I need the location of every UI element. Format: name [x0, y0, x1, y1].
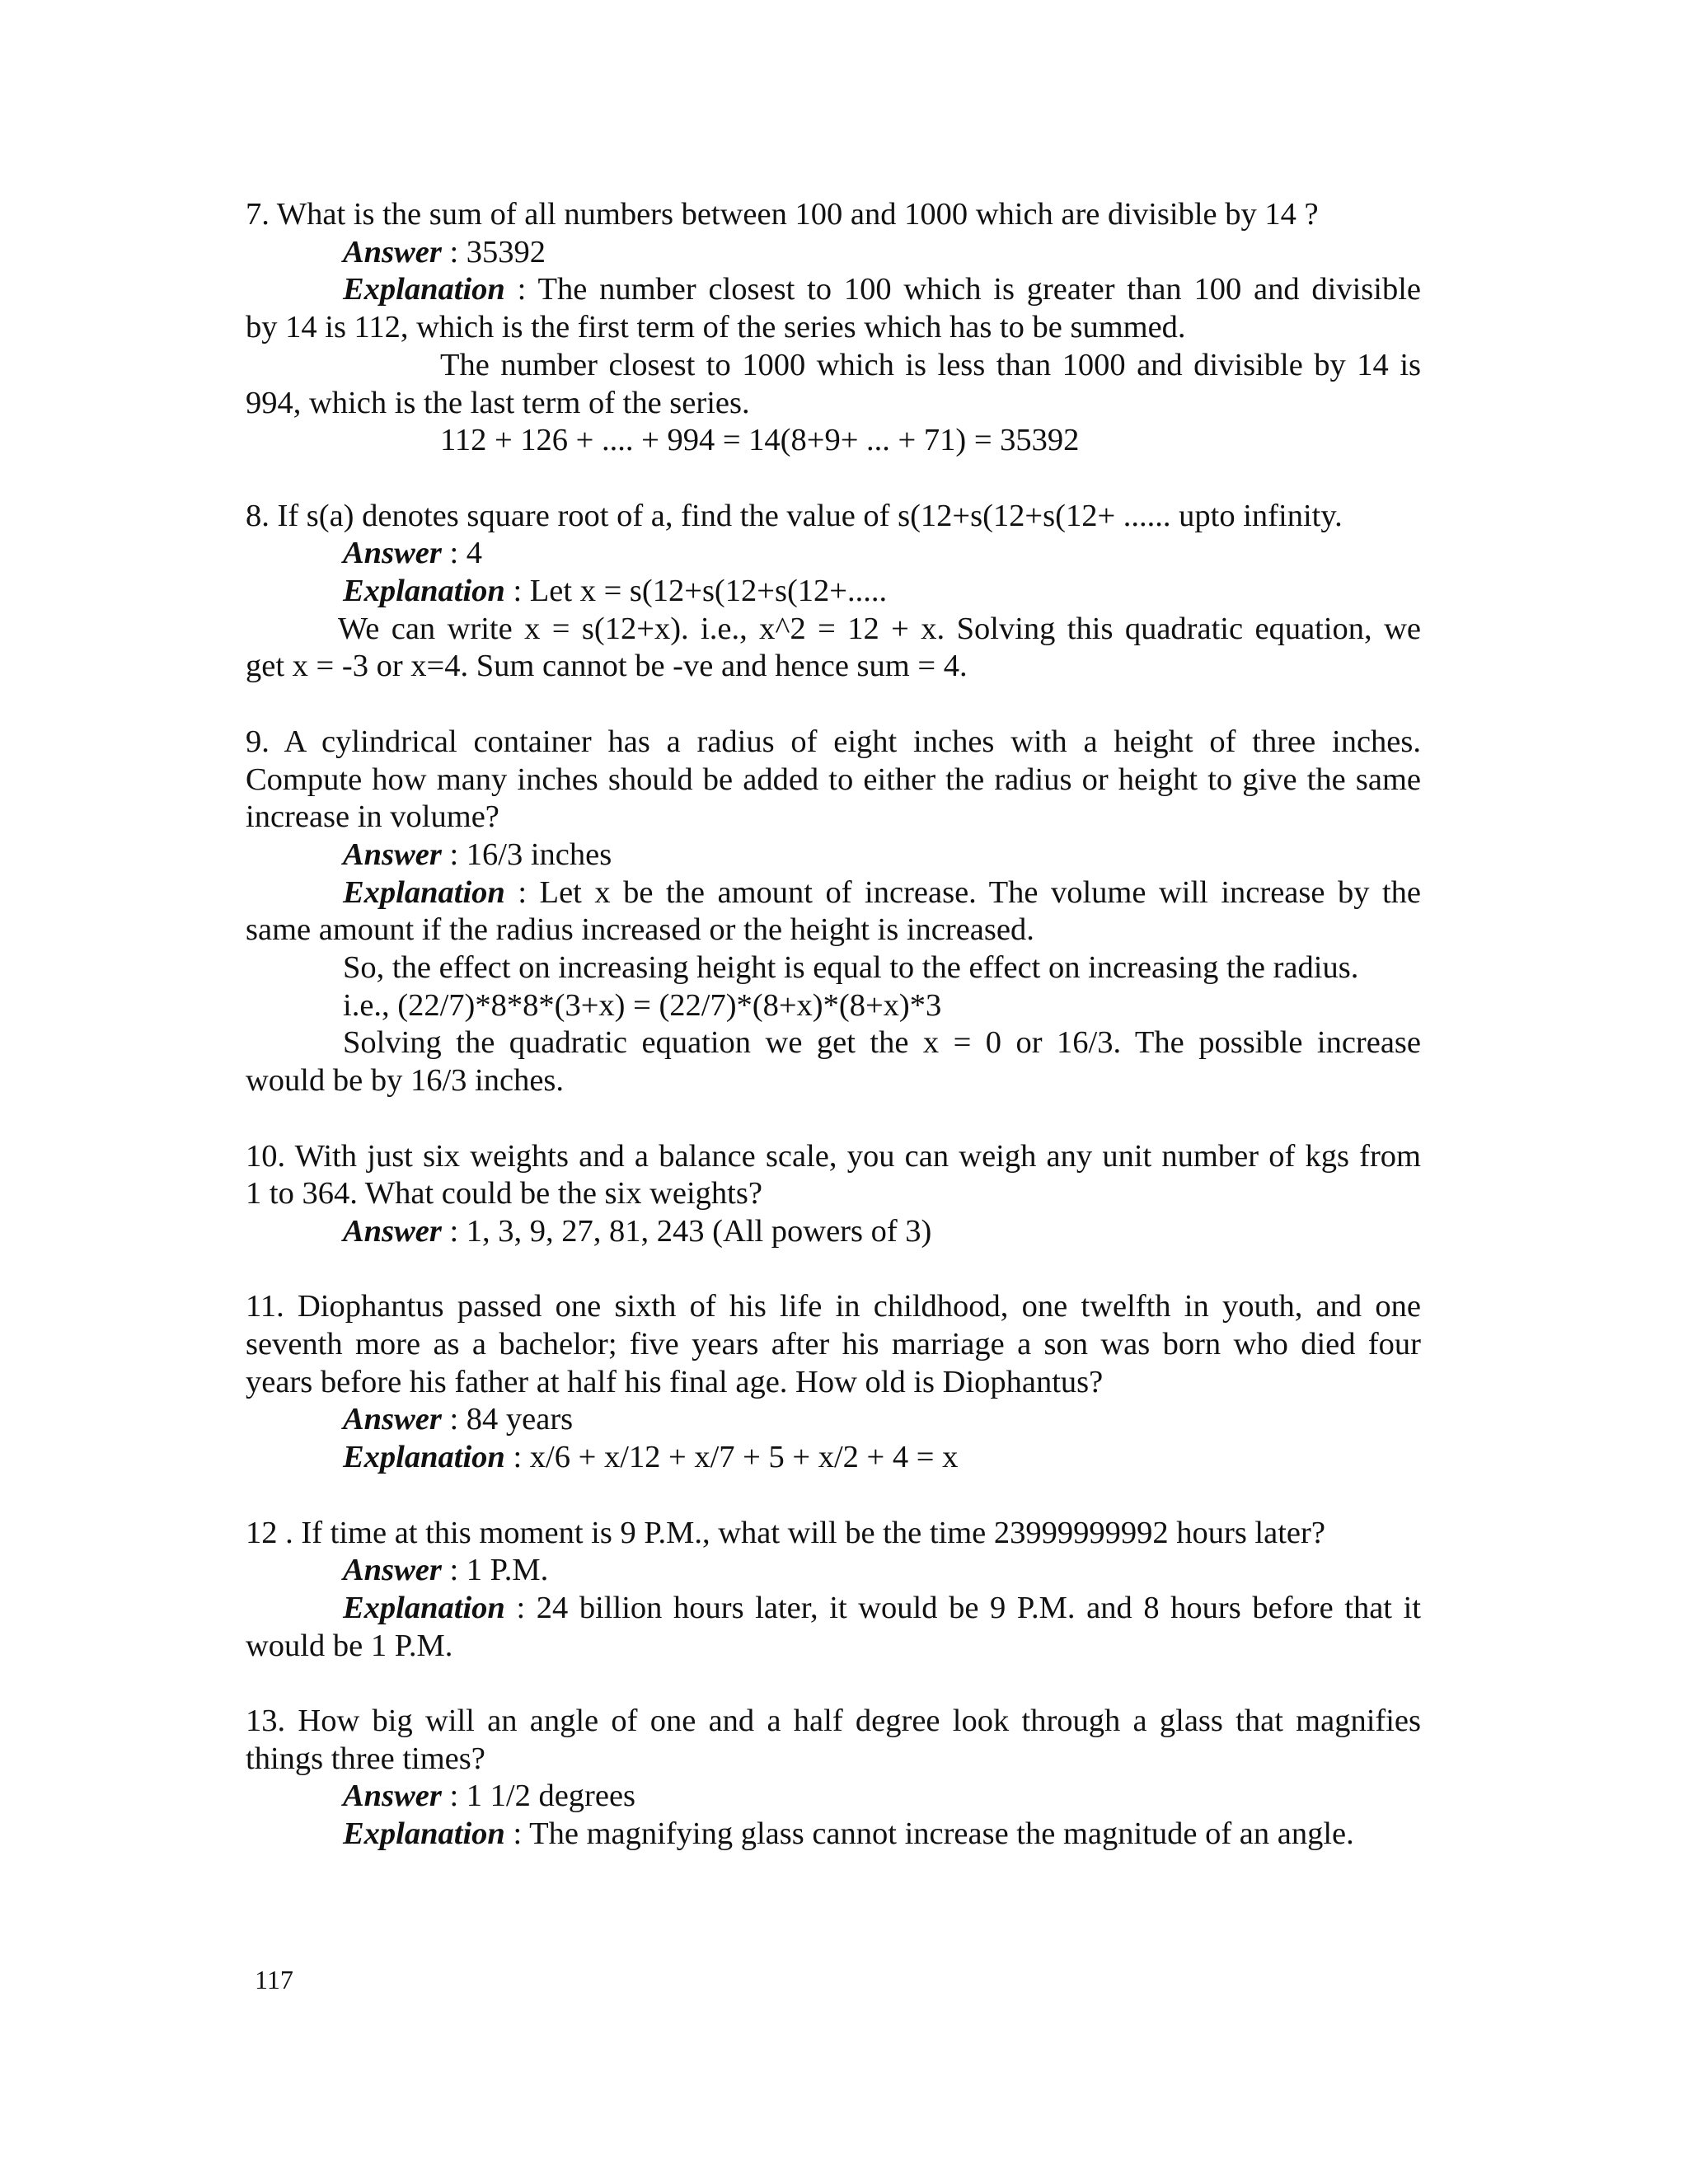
q11-explanation-text: : x/6 + x/12 + x/7 + 5 + x/2 + 4 = x [504, 1440, 959, 1475]
q11-question: years before his father at half his final age. How old is Diophantus? [246, 1364, 1104, 1399]
q8-explanation-line [246, 573, 1421, 611]
q9-explanation-text: Solving the quadratic equation we get the x = 0 or 16/3. The possible increase [343, 1025, 1421, 1061]
answer-label: Answer [343, 1779, 442, 1814]
q12-explanation-line [246, 1590, 1421, 1628]
q9-explanation-line [246, 874, 1421, 912]
page-number: 117 [255, 1965, 293, 1994]
q8-explanation-text: : Let x = s(12+s(12+s(12+..... [504, 574, 888, 609]
q7-equation: 112 + 126 + .... + 994 = 14(8+9+ ... + 71) = 35392 [440, 423, 1080, 458]
q9-question: Compute how many inches should be added to either the radius or height to give the same [246, 762, 1421, 797]
q12-question: 12 . If time at this moment is 9 P.M., what will be the time 23999999992 hours later? [246, 1515, 1325, 1550]
q10-answer: : 1, 3, 9, 27, 81, 243 (All powers of 3) [441, 1213, 932, 1249]
q9-question: 9. A cylindrical container has a radius of eight inches with a height of three inches. [246, 724, 1421, 759]
answer-label: Answer [343, 234, 442, 269]
q9-answer: : 16/3 inches [441, 837, 612, 872]
q7-answer: : 35392 [441, 234, 546, 269]
q9-explanation-text: same amount if the radius increased or the height is increased. [246, 912, 1034, 948]
answer-label: Answer [343, 1402, 442, 1437]
q11-question: 11. Diophantus passed one sixth of his life in childhood, one twelfth in youth, and one [246, 1289, 1421, 1324]
q11-answer: : 84 years [441, 1402, 574, 1437]
q10-question: 1 to 364. What could be the six weights? [246, 1176, 762, 1212]
q7-question: 7. What is the sum of all numbers between 100 and 1000 which are divisible by 14 ? [246, 197, 1319, 232]
q9-answer-line [246, 837, 1421, 874]
q11-answer-line [246, 1401, 1421, 1439]
q8-answer-line [246, 535, 1421, 573]
explanation-label: Explanation [343, 272, 505, 307]
answer-label: Answer [343, 1553, 442, 1588]
q13-answer: : 1 1/2 degrees [441, 1779, 636, 1814]
explanation-label: Explanation [343, 574, 505, 609]
answer-label: Answer [343, 837, 442, 872]
q12-explanation-text: : 24 billion hours later, it would be 9 P.M. and 8 hours before that it [504, 1590, 1421, 1625]
q7-explanation-text: : The number closest to 100 which is greater than 100 and divisible [504, 272, 1421, 307]
q9-equation: i.e., (22/7)*8*8*(3+x) = (22/7)*(8+x)*(8+x)*3 [343, 987, 942, 1023]
q11-question: seventh more as a bachelor; five years after his marriage a son was born who died four [246, 1327, 1421, 1362]
answer-label: Answer [343, 1213, 442, 1249]
q9-explanation-text: : Let x be the amount of increase. The volume will increase by the [504, 874, 1421, 910]
q9-explanation-text: So, the effect on increasing height is equal to the effect on increasing the radius. [343, 950, 1359, 986]
q12-answer-line [246, 1552, 1421, 1590]
q10-question: 10. With just six weights and a balance scale, you can weigh any unit number of kgs from [246, 1138, 1421, 1174]
q7-answer-line [246, 234, 1421, 272]
q13-question: things three times? [246, 1741, 485, 1776]
q8-question: 8. If s(a) denotes square root of a, find the value of s(12+s(12+s(12+ ...... upto infinity. [246, 498, 1343, 533]
q8-answer: : 4 [441, 536, 483, 571]
q13-explanation-text: : The magnifying glass cannot increase the magnitude of an angle. [504, 1816, 1354, 1852]
q8-explanation-text: get x = -3 or x=4. Sum cannot be -ve and hence sum = 4. [246, 649, 968, 684]
explanation-label: Explanation [343, 1440, 505, 1475]
q13-answer-line [246, 1778, 1421, 1816]
explanation-label: Explanation [343, 1816, 505, 1852]
q11-explanation-line [246, 1439, 1421, 1477]
explanation-label: Explanation [343, 874, 505, 910]
q7-explanation-text: 994, which is the last term of the series. [246, 385, 750, 420]
q13-question: 13. How big will an angle of one and a half degree look through a glass that magnifies [246, 1704, 1421, 1739]
q12-answer: : 1 P.M. [441, 1553, 549, 1588]
answer-label: Answer [343, 536, 442, 571]
q10-answer-line [246, 1213, 1421, 1251]
explanation-label: Explanation [343, 1590, 505, 1625]
q8-explanation-text: We can write x = s(12+x). i.e., x^2 = 12 + x. Solving this quadratic equation, we [338, 611, 1421, 646]
q7-explanation-text: by 14 is 112, which is the first term of the series which has to be summed. [246, 310, 1186, 345]
document-body [246, 196, 1421, 1854]
q9-explanation-text: would be by 16/3 inches. [246, 1063, 565, 1099]
q9-question: increase in volume? [246, 799, 499, 835]
q13-explanation-line [246, 1816, 1421, 1854]
q12-explanation-text: would be 1 P.M. [246, 1628, 453, 1663]
q7-explanation-line [246, 271, 1421, 309]
q7-explanation-text: The number closest to 1000 which is less than 1000 and divisible by 14 is [440, 347, 1421, 382]
